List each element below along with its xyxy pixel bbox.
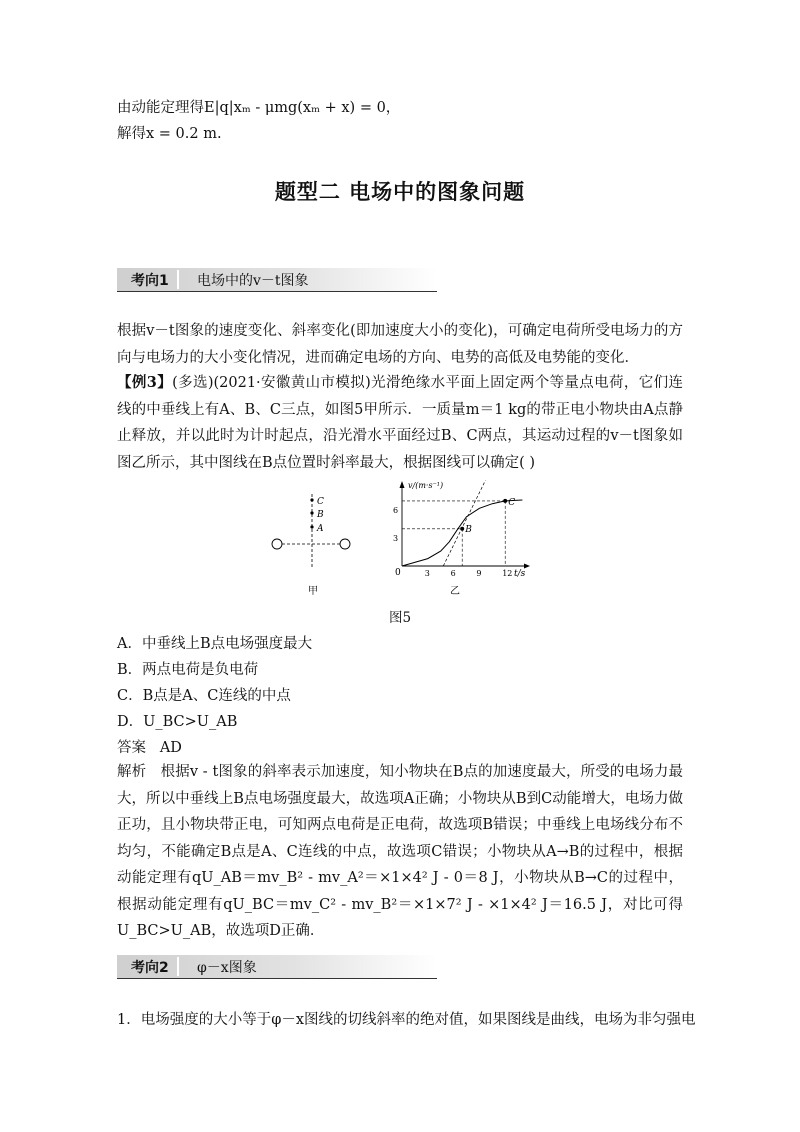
section-header-2 <box>117 955 437 979</box>
option-b: B．两点电荷是负电荷 <box>117 662 259 678</box>
charge-left <box>272 539 282 549</box>
right-panel-caption: 乙 <box>450 586 460 597</box>
point-a-label: A <box>317 524 324 534</box>
analysis-text: 根据v - t图象的斜率表示加速度，知小物块在B点的加速度最大，所受的电场力最大，所以中垂线上B点电场强度最大，故选项A正确；小物块从B到C动能增大，电场力做正功，且小物块带正电，可知两点电荷是正电荷，故选项B错误；中垂线上电场线分布不均匀，不能确定B点是A、C连线的中点，故选项C错误；小物块从A→B的过程中，根据动能定理有qU_AB＝mv_B² - mv_A²＝×1×4² J - 0＝8 J，小物块从B→C的过程中，根据动能定理有qU_BC＝mv_C² - mv_B²＝×1×7² J - ×1×4² J＝16.5 J，对比可得U_BC>U_AB，故选项D正确． <box>117 764 684 939</box>
y-tick-label: 3 <box>393 534 399 544</box>
y-tick-label: 6 <box>393 506 399 516</box>
option-c: C．B点是A、C连线的中点 <box>117 688 291 704</box>
chart-label-b: B <box>465 524 472 535</box>
example-label: 【例3】 <box>117 374 173 391</box>
point-b-label: B <box>317 510 324 520</box>
section-name: φ－x图象 <box>197 960 257 976</box>
answer-value: AD <box>159 740 182 756</box>
page-title: 题型二 电场中的图象问题 <box>274 180 526 204</box>
option-a: A．中垂线上B点电场强度最大 <box>117 636 313 652</box>
example-text: (多选)(2021·安徽黄山市模拟)光滑绝缘水平面上固定两个等量点电荷，它们连线的中垂线上有A、B、C三点，如图5甲所示．一质量m＝1 kg的带正电小物块由A点静止释放，并以此时为计时起点，沿光滑水平面经过B、C两点，其运动过程的v－t图象如图乙所示，其中图线在B点位置时斜率最大，根据图线可以确定( ) <box>117 375 684 471</box>
x-tick-label: 6 <box>450 569 456 578</box>
analysis-label: 解析 <box>117 764 147 780</box>
section-tag: 考向1 <box>131 273 169 289</box>
vt-chart <box>393 480 530 597</box>
analysis-paragraph <box>117 759 683 945</box>
chart-label-c: C <box>508 497 516 508</box>
figure-5 <box>262 476 552 606</box>
guide-lines <box>402 501 505 566</box>
left-panel-caption: 甲 <box>308 586 318 597</box>
section-header-1 <box>117 268 437 292</box>
figure-left-panel <box>272 494 350 597</box>
section-name: 电场中的v－t图象 <box>197 273 309 289</box>
chart-point-c <box>503 499 507 503</box>
charge-right <box>340 539 350 549</box>
answer-label: 答案 <box>117 740 146 756</box>
section-tag: 考向2 <box>131 960 169 976</box>
tangent-line <box>443 480 485 566</box>
y-axis-label: v/(m·s⁻¹) <box>408 481 444 490</box>
energy-equation-line: 由动能定理得E|q|xₘ - μmg(xₘ + x) = 0， <box>117 100 401 116</box>
answer-line <box>117 738 182 758</box>
x-axis-label: t/s <box>514 569 526 579</box>
intro-paragraph: 根据v－t图象的速度变化、斜率变化(即加速度大小的变化)，可确定电荷所受电场力的方向与电场力的大小变化情况，进而确定电场的方向、电势的高低及电势能的变化． <box>117 323 683 366</box>
x-tick-label: 3 <box>424 569 430 578</box>
section-divider <box>177 270 179 289</box>
chart-point-b <box>460 527 464 531</box>
figure-caption: 图5 <box>388 610 412 626</box>
example-paragraph <box>117 370 683 476</box>
solve-line: 解得x = 0.2 m. <box>117 126 222 142</box>
item-1-line: 1．电场强度的大小等于φ－x图线的切线斜率的绝对值，如果图线是曲线，电场为非匀强电 <box>117 1012 696 1028</box>
section-divider <box>177 957 179 976</box>
origin-label: 0 <box>395 568 401 578</box>
option-d: D．U_BC>U_AB <box>117 714 238 730</box>
x-tick-label: 9 <box>476 569 482 578</box>
point-c-label: C <box>317 497 324 507</box>
x-tick-label: 12 <box>502 569 513 578</box>
